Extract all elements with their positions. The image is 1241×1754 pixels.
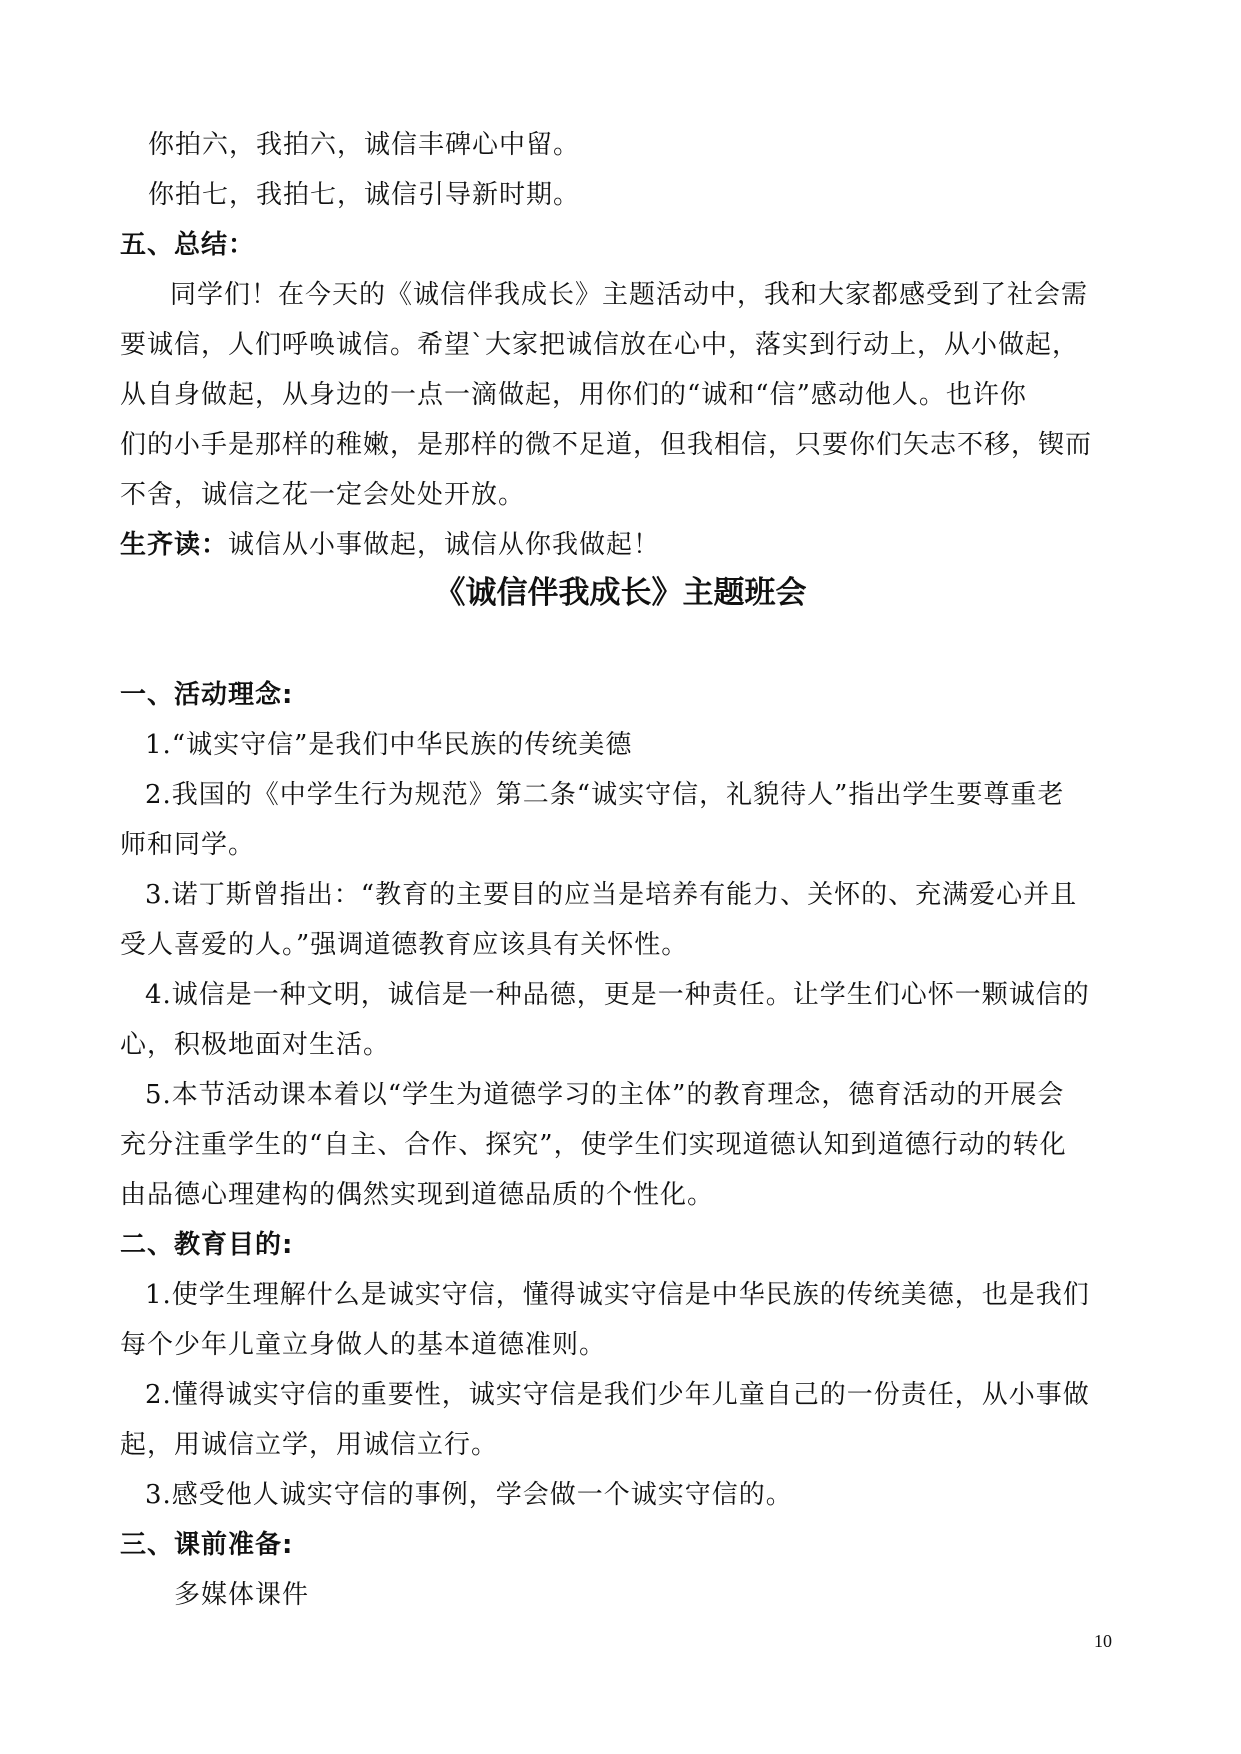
list-item-continuation: 起，用诚信立学，用诚信立行。: [120, 1430, 499, 1460]
list-item: 1.“诚实守信”是我们中华民族的传统美德: [145, 730, 633, 760]
section-heading-concept: 一、活动理念:: [120, 680, 294, 710]
paragraph-line: 从自身做起，从身边的一点一滴做起，用你们的“诚和“信”感动他人。也许你: [120, 380, 1027, 410]
list-item-continuation: 心，积极地面对生活。: [120, 1030, 391, 1060]
list-item: 多媒体课件: [174, 1580, 310, 1610]
list-item-continuation: 充分注重学生的“自主、合作、探究”，使学生们实现道德认知到道德行动的转化: [120, 1130, 1067, 1160]
read-aloud-line: [120, 528, 660, 562]
list-item: 1.使学生理解什么是诚实守信，懂得诚实守信是中华民族的传统美德，也是我们: [145, 1280, 1090, 1310]
paragraph-line: 要诚信，人们呼唤诚信。希望`大家把诚信放在心中，落实到行动上，从小做起，: [120, 330, 1080, 360]
verse-line: 你拍七，我拍七，诚信引导新时期。: [148, 180, 581, 210]
read-aloud-label: 生齐读：: [120, 530, 229, 560]
list-item: 5.本节活动课本着以“学生为道德学习的主体”的教育理念，德育活动的开展会: [145, 1080, 1065, 1110]
list-item: 2.我国的《中学生行为规范》第二条“诚实守信，礼貌待人”指出学生要尊重老: [145, 780, 1065, 810]
paragraph-line: 同学们！在今天的《诚信伴我成长》主题活动中，我和大家都感受到了社会需: [170, 280, 1089, 310]
page-number: 10: [1094, 1631, 1112, 1651]
list-item: 4.诚信是一种文明，诚信是一种品德，更是一种责任。让学生们心怀一颗诚信的: [145, 980, 1090, 1010]
section-heading-summary: 五、总结：: [120, 230, 256, 260]
list-item: 3.感受他人诚实守信的事例，学会做一个诚实守信的。: [145, 1480, 793, 1510]
paragraph-line: 不舍，诚信之花一定会处处开放。: [120, 480, 526, 510]
document-title: 《诚信伴我成长》主题班会: [434, 575, 807, 611]
list-item-continuation: 师和同学。: [120, 830, 256, 860]
list-item-continuation: 每个少年儿童立身做人的基本道德准则。: [120, 1330, 607, 1360]
list-item-continuation: 受人喜爱的人。”强调道德教育应该具有关怀性。: [120, 930, 689, 960]
read-aloud-text: 诚信从小事做起，诚信从你我做起！: [228, 530, 661, 560]
section-heading-goals: 二、教育目的:: [120, 1230, 294, 1260]
list-item: 2.懂得诚实守信的重要性，诚实守信是我们少年儿童自己的一份责任，从小事做: [145, 1380, 1090, 1410]
section-heading-preparation: 三、课前准备:: [120, 1530, 294, 1560]
paragraph-line: 们的小手是那样的稚嫩，是那样的微不足道，但我相信，只要你们矢志不移，锲而: [120, 430, 1093, 460]
verse-line: 你拍六，我拍六，诚信丰碑心中留。: [148, 130, 581, 160]
list-item: 3.诺丁斯曾指出：“教育的主要目的应当是培养有能力、关怀的、充满爱心并且: [145, 880, 1078, 910]
list-item-continuation: 由品德心理建构的偶然实现到道德品质的个性化。: [120, 1180, 715, 1210]
